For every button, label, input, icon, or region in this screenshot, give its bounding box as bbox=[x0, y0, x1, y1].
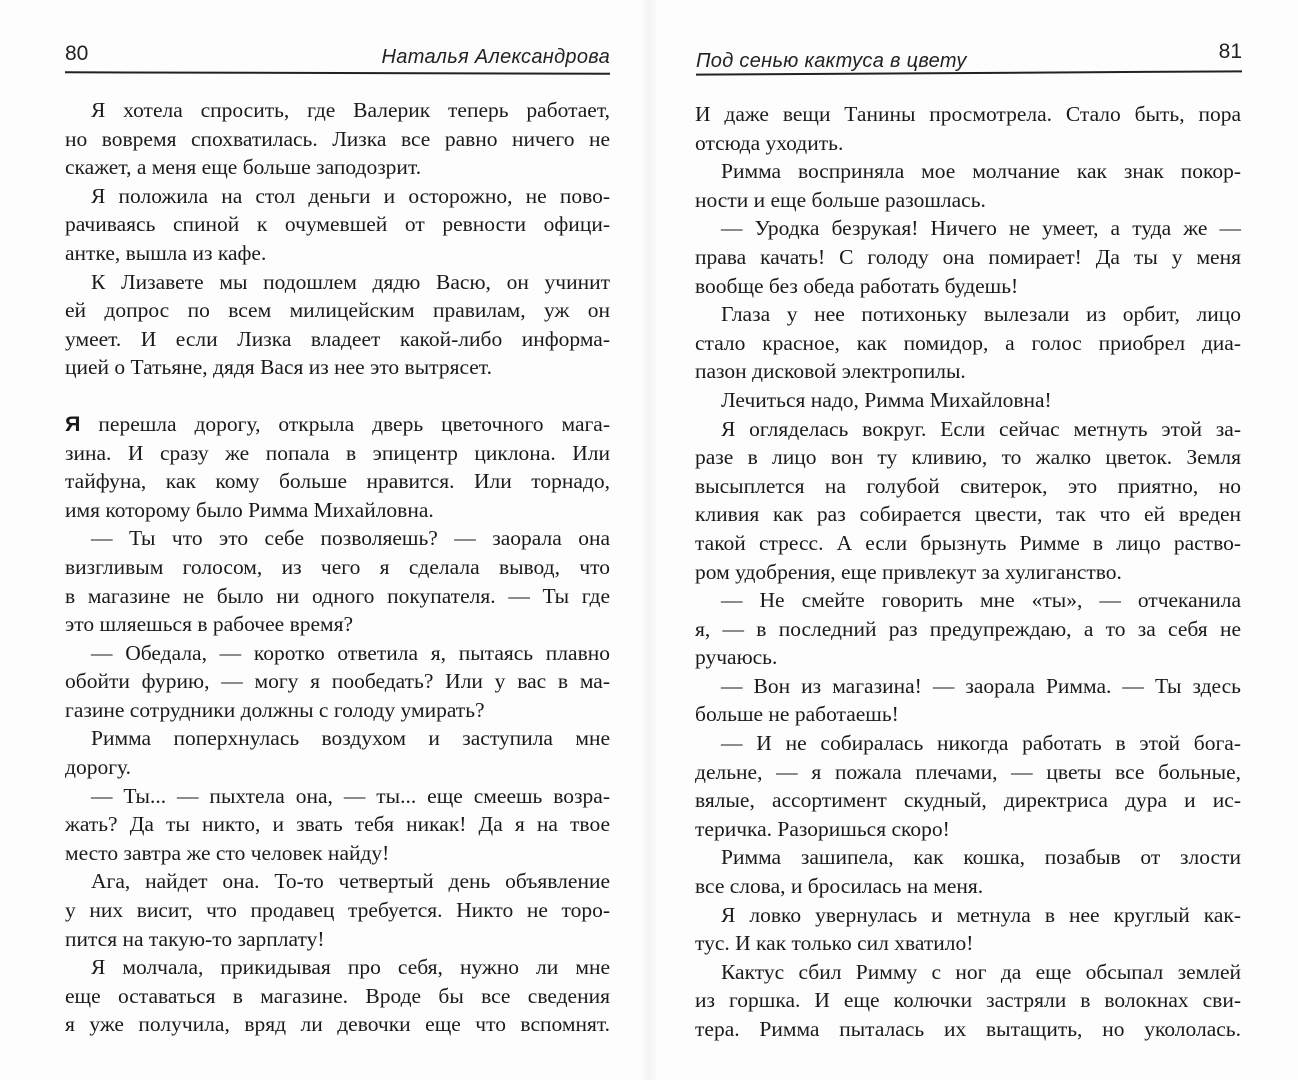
text-line: Римма зашипела, как кошка, позабыв от злости bbox=[721, 845, 1241, 870]
text-line: — И не собиралась никогда работать в этой бога- bbox=[721, 731, 1241, 756]
text-line: Ага, найдет она. То-то четвертый день объявление bbox=[91, 869, 610, 894]
right-page bbox=[649, 0, 1298, 1080]
text-line: отсюда уходить. bbox=[695, 130, 844, 155]
text-line: обойти фурию, — могу я пообедать? Или у вас в ма- bbox=[65, 669, 610, 694]
text-line: кливия как раз собирается цвести, так что ей вреден bbox=[695, 502, 1241, 527]
text-line: вообще без обеда работать будешь! bbox=[695, 273, 1019, 298]
text-line: все слова, и бросилась на меня. bbox=[695, 874, 984, 899]
text-line: я уже получила, вряд ли девочки еще что вспомнят. bbox=[65, 1012, 610, 1037]
text-line: ром удобрения, еще привлекут за хулиганство. bbox=[695, 559, 1122, 584]
text-line: Кактус сбил Римму с ног да еще обсыпал землей bbox=[721, 959, 1241, 984]
text-line: тайфуна, как кому больше нравится. Или торнадо, bbox=[65, 469, 610, 494]
page-number: 81 bbox=[1218, 40, 1242, 63]
page-number: 80 bbox=[65, 42, 89, 65]
page-body-text bbox=[65, 96, 610, 1039]
text-line: высыплется на голубой свитерок, это приятно, но bbox=[695, 473, 1241, 498]
text-line: в магазине не было ни одного покупателя. — Ты где bbox=[65, 583, 610, 608]
text-line: умеет. И если Лизка владеет какой-либо информа- bbox=[65, 326, 610, 351]
text-line: я, — в последний раз предупреждаю, а то за себя не bbox=[695, 616, 1241, 641]
text-line: Я ловко увернулась и метнула в нее круглый как- bbox=[721, 902, 1241, 927]
text-line: у них висит, что продавец требуется. Никто не торо- bbox=[65, 898, 610, 923]
text-line: — Ты что это себе позволяешь? — заорала она bbox=[91, 526, 610, 551]
text-line: из горшка. И еще колючки застряли в волокнах сви- bbox=[695, 988, 1241, 1013]
text-line: зина. И сразу же попала в эпицентр циклона. Или bbox=[65, 440, 610, 465]
page-header bbox=[696, 42, 1242, 74]
text-line: цией о Татьяне, дядя Вася из нее это вытрясет. bbox=[65, 355, 492, 380]
text-line: ности и еще больше разошлась. bbox=[695, 187, 986, 212]
text-line: это шляешься в рабочее время? bbox=[65, 612, 354, 637]
text-line: теричка. Разоришься скоро! bbox=[695, 816, 950, 841]
text-line: разе в лицо вон ту кливию, то жалко цветок. Земля bbox=[695, 445, 1241, 470]
text-line: — Ты... — пыхтела она, — ты... еще смеешь возра- bbox=[91, 783, 610, 808]
text-line: Римма восприняла мое молчание как знак покор- bbox=[721, 159, 1241, 184]
text-line: стало красное, как помидор, а голос приобрел диа- bbox=[695, 330, 1241, 355]
text-line: — Уродка безрукая! Ничего не умеет, а туда же — bbox=[721, 216, 1241, 241]
page-header bbox=[65, 42, 610, 74]
text-line: Я хотела спросить, где Валерик теперь работает, bbox=[91, 98, 610, 122]
text-line: ручаюсь. bbox=[695, 645, 778, 670]
section-initial: Я bbox=[65, 411, 81, 436]
text-line: визгливым голосом, из чего я сделала вывод, что bbox=[65, 554, 610, 579]
text-line: — Обедала, — коротко ответила я, пытаясь плавно bbox=[91, 640, 610, 665]
text-line: Я положила на стол деньги и осторожно, не пово- bbox=[91, 183, 610, 208]
page-body-text bbox=[695, 100, 1241, 1044]
running-header-title: Под сенью кактуса в цвету bbox=[696, 50, 967, 72]
text-line: Я перешла дорогу, открыла дверь цветочного мага- bbox=[65, 411, 611, 436]
text-line: скажет, а меня еще больше заподозрит. bbox=[65, 155, 422, 180]
text-line: рачиваясь спиной к очумевшей от ревности офици- bbox=[65, 212, 610, 237]
text-line: тус. И как только сил хватило! bbox=[695, 931, 974, 956]
text-line: ей допрос по всем милицейским правилам, уж он bbox=[65, 298, 610, 323]
text-line: пится на такую-то зарплату! bbox=[65, 926, 325, 951]
text-line: Я огляделась вокруг. Если сейчас метнуть этой за- bbox=[721, 416, 1241, 441]
text-line: К Лизавете мы подошлем дядю Васю, он учинит bbox=[91, 269, 610, 294]
text-line: Глаза у нее потихоньку вылезали из орбит, лицо bbox=[721, 302, 1241, 327]
text-line: дельне, — я пожала плечами, — цветы все больные, bbox=[695, 759, 1241, 784]
text-line: Лечиться надо, Римма Михайловна! bbox=[721, 387, 1052, 412]
text-line: — Не смейте говорить мне «ты», — отчеканила bbox=[721, 588, 1241, 613]
header-rule bbox=[65, 71, 610, 74]
text-line: дорогу. bbox=[65, 755, 131, 780]
text-line: И даже вещи Танины просмотрела. Стало быть, пора bbox=[695, 102, 1241, 126]
text-line: имя которому было Римма Михайловна. bbox=[65, 497, 434, 522]
text-line: еще оставаться в магазине. Вроде бы все сведения bbox=[65, 983, 610, 1008]
section-break bbox=[65, 382, 610, 410]
text-line: антке, вышла из кафе. bbox=[65, 240, 267, 265]
text-line: пазон дисковой электропилы. bbox=[695, 359, 966, 384]
text-line: такой стресс. А если брызнуть Римме в лицо раство- bbox=[695, 530, 1241, 555]
text-line: вялые, ассортимент скудный, директриса дура и ис- bbox=[695, 788, 1241, 813]
text-line: но вовремя спохватилась. Лизка все равно ничего не bbox=[65, 126, 610, 151]
text-line: Римма поперхнулась воздухом и заступила мне bbox=[91, 726, 610, 751]
text-line: больше не работаешь! bbox=[695, 702, 899, 727]
text-line: тера. Римма пыталась их вытащить, но укололась. bbox=[695, 1017, 1241, 1041]
text-line: жать? Да ты никто, и звать тебя никак! Да я на твое bbox=[65, 812, 610, 837]
text-line: права качать! С голоду она помирает! Да ты у меня bbox=[695, 244, 1241, 269]
text-line: место завтра же сто человек найду! bbox=[65, 840, 390, 865]
text-line: — Вон из магазина! — заорала Римма. — Ты здесь bbox=[721, 673, 1241, 698]
running-header-author: Наталья Александрова bbox=[381, 46, 610, 68]
text-line: газине сотрудники должны с голоду умирать? bbox=[65, 697, 485, 722]
text-line: Я молчала, прикидывая про себя, нужно ли мне bbox=[91, 955, 610, 980]
